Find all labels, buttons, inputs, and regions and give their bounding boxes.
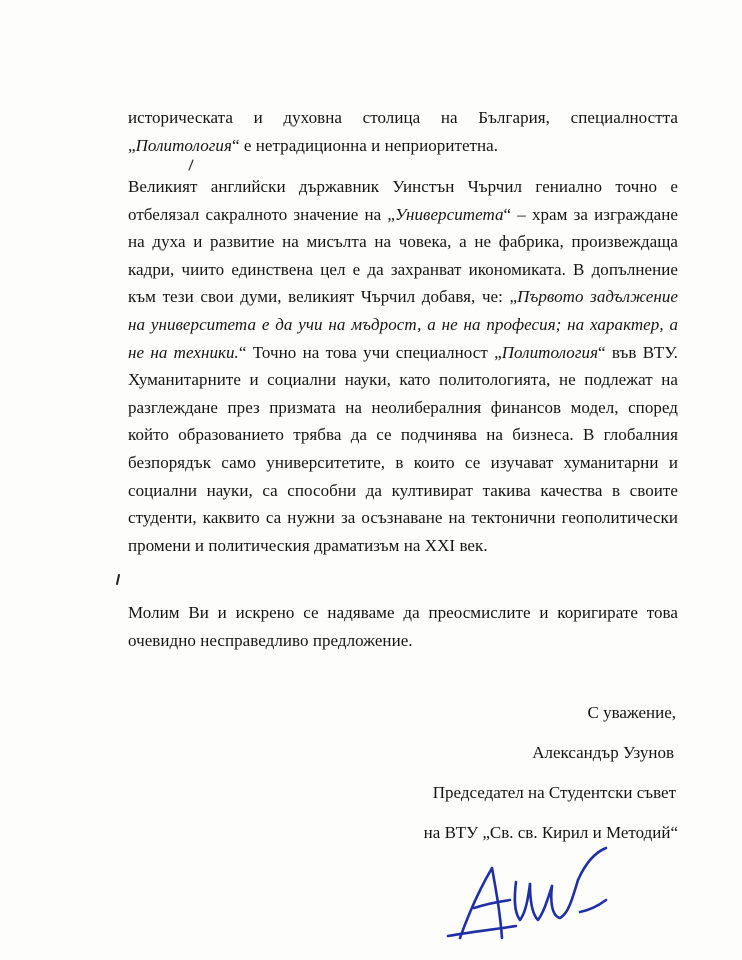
ink-tick-mark <box>186 158 196 172</box>
handwritten-signature <box>430 840 630 952</box>
closing-line: С уважение, <box>587 703 676 722</box>
signatory-position: Председател на Студентски съвет <box>432 783 676 802</box>
paragraph-2-text-b: “ – храм за изграждане на духа и развитие на мисълта на човека, а не фабрика, произвеждаща кадри, чиито единствена цел е да захранват икономиката. В допълнение към тези свои думи, великият Чърчил добавя, че: „ <box>128 204 679 307</box>
paragraph-1-text-b: “ е нетрадиционна и неприоритетна. <box>231 135 499 155</box>
paragraph-2-text-c: “ Точно на това учи специалност „ <box>238 342 502 362</box>
paragraph-2-italic-c: Политология <box>501 342 599 362</box>
paragraph-1-text-a: историческата и духовна столица на България, специалността „ <box>128 108 678 155</box>
paragraph-1-italic-a: Политология <box>135 135 232 155</box>
paragraph-2-text-d: “ във ВТУ. Хуманитарните и социални науки, като политологията, не подлежат на разглеждане през призмата на неолибералния финансов модел, според който образованието трябва да се подчинява на бизнеса. В глобалния безпорядък само университетите, в които се изучават хуманитарни и социални науки, са способни да култивират такива качества в своите студенти, каквито са нужни за осъзнаване на тектонични геополитически промени и политическия драматизъм на XXI век. <box>128 342 678 555</box>
paragraph-2 <box>128 173 678 559</box>
paragraph-2-text-a: Великият английски държавник Уинстън Чърчил гениално точно е отбелязал сакралното значение на „ <box>128 177 678 224</box>
paragraph-1 <box>128 104 678 159</box>
paragraph-2-italic-b: Първото задължение на университета е да учи на мъдрост, а не на професия; на характер, а не на техники. <box>128 287 678 362</box>
paragraph-3-text-a: Молим Ви и искрено се надяваме да преосмислите и коригирате това очевидно несправедливо предложение. <box>128 603 678 650</box>
stray-dot-mark <box>115 572 123 586</box>
signatory-university: на ВТУ „Св. св. Кирил и Методий“ <box>423 823 678 842</box>
paragraph-3 <box>128 599 678 654</box>
paragraph-2-italic-a: Университета <box>394 204 504 224</box>
signatory-name: Александър Узунов <box>532 743 674 762</box>
